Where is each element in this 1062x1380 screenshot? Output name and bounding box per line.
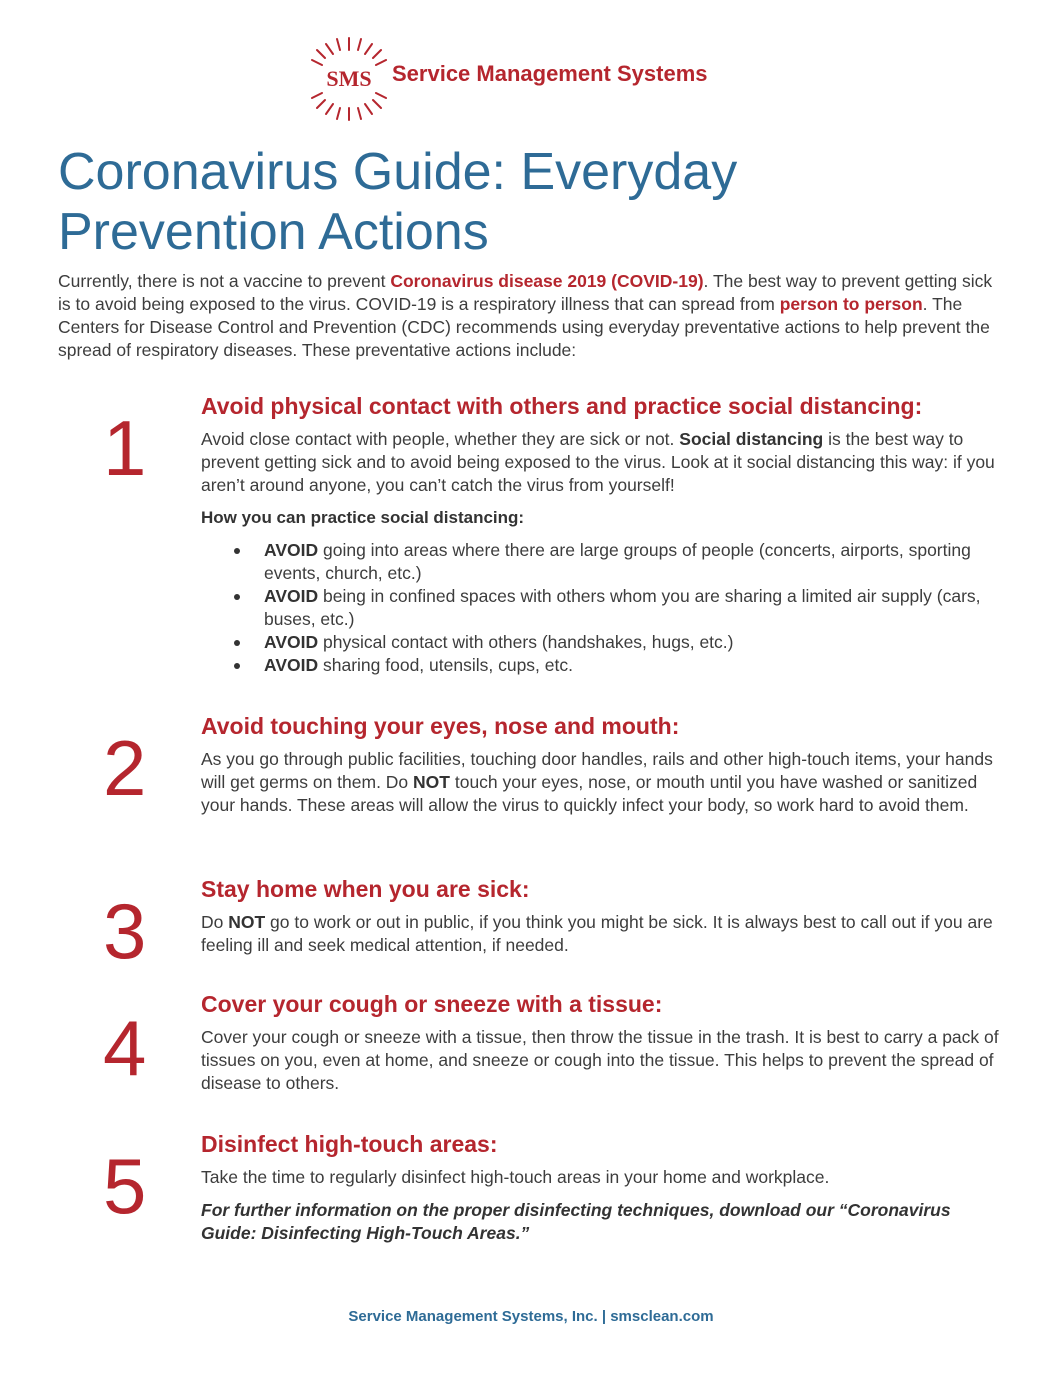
bullet-text: being in confined spaces with others whom you are sharing a limited air supply (cars, buses, etc.) <box>264 586 981 629</box>
step-bold-text: NOT <box>413 772 450 792</box>
company-name: Service Management Systems <box>392 61 708 86</box>
sms-logo-icon <box>306 36 392 122</box>
bullet-bold: AVOID <box>264 632 319 652</box>
step-body <box>201 875 1001 957</box>
step-title: Disinfect high-touch areas: <box>201 1131 498 1157</box>
intro-text-1: Currently, there is not a vaccine to prevent <box>58 271 391 291</box>
bullet-text: physical contact with others (handshakes, hugs, etc.) <box>318 632 734 652</box>
step-body <box>201 1130 1001 1245</box>
step-body <box>201 712 1001 817</box>
header <box>0 30 1062 130</box>
step-text: Avoid close contact with people, whether they are sick or not. <box>201 429 680 449</box>
step-text: go to work or out in public, if you think you might be sick. It is always best to call out if you are feeling ill and seek medical attention, if needed. <box>201 912 993 955</box>
intro-link-person-to-person[interactable]: person to person <box>779 294 923 314</box>
step-body <box>201 990 1001 1095</box>
bullet-icon <box>234 640 240 646</box>
list-item <box>201 585 1001 631</box>
step-text: Do <box>201 912 229 932</box>
step-title: Avoid physical contact with others and practice social distancing: <box>201 393 923 419</box>
step-text: As you go through public facilities, touching door handles, rails and other high-touch items, your hands will get germs on them. Do <box>201 749 993 792</box>
step-number: 4 <box>103 1004 147 1092</box>
step-paragraph <box>201 748 1001 817</box>
page-title: Coronavirus Guide: Everyday Prevention Actions <box>58 143 738 261</box>
footer: Service Management Systems, Inc. | smsclean.com <box>348 1308 714 1325</box>
bullet-icon <box>234 663 240 669</box>
step-number: 1 <box>103 404 147 492</box>
step-paragraph <box>201 428 1001 497</box>
step-subheading: How you can practice social distancing: <box>201 508 525 527</box>
intro-text-3: . The Centers for Disease Control and Prevention (CDC) recommends using everyday preventative actions to help prevent the spread of respiratory diseases. These preventative actions include: <box>58 294 990 360</box>
logo-mark-text: SMS <box>326 66 372 91</box>
step-title: Cover your cough or sneeze with a tissue: <box>201 991 663 1017</box>
step-text: is the best way to prevent getting sick and to avoid being exposed to the virus. Look at it social distancing this way: if you aren’t around anyone, you can’t catch the virus from yourself! <box>201 429 995 495</box>
intro-paragraph <box>58 270 1008 362</box>
step-paragraph: Take the time to regularly disinfect high-touch areas in your home and workplace. <box>201 1167 830 1187</box>
step-bold-text: NOT <box>228 912 266 932</box>
step-number: 2 <box>103 724 147 812</box>
intro-link-covid[interactable]: Coronavirus disease 2019 (COVID-19) <box>390 271 704 291</box>
download-note: For further information on the proper disinfecting techniques, download our “Coronavirus Guide: Disinfecting High-Touch Areas.” <box>201 1200 951 1243</box>
intro-text-2: . The best way to prevent getting sick is to avoid being exposed to the virus. COVID-19 is a respiratory illness that can spread from <box>58 271 993 314</box>
step-paragraph: Cover your cough or sneeze with a tissue, then throw the tissue in the trash. It is best to carry a pack of tissues on you, even at home, and sneeze or cough into the tissue. This helps to prevent the spread of disease to others. <box>201 1027 999 1093</box>
step-text: touch your eyes, nose, or mouth until you have washed or sanitized your hands. These areas will allow the virus to quickly infect your body, so work hard to avoid them. <box>201 772 978 815</box>
bullet-icon <box>234 594 240 600</box>
step-body <box>201 392 1001 677</box>
bullet-bold: AVOID <box>264 540 319 560</box>
bullet-list <box>201 539 1001 677</box>
step-title: Avoid touching your eyes, nose and mouth: <box>201 713 680 739</box>
list-item <box>201 654 1001 677</box>
bullet-bold: AVOID <box>264 655 319 675</box>
bullet-bold: AVOID <box>264 586 319 606</box>
bullet-text: going into areas where there are large groups of people (concerts, airports, sporting events, church, etc.) <box>264 540 971 583</box>
step-bold-text: Social distancing <box>679 429 824 449</box>
list-item <box>201 631 1001 654</box>
step-title: Stay home when you are sick: <box>201 876 530 902</box>
step-paragraph <box>201 911 1001 957</box>
step-number: 3 <box>103 887 147 975</box>
bullet-text: sharing food, utensils, cups, etc. <box>318 655 573 675</box>
bullet-icon <box>234 548 240 554</box>
list-item <box>201 539 1001 585</box>
step-number: 5 <box>103 1142 147 1230</box>
